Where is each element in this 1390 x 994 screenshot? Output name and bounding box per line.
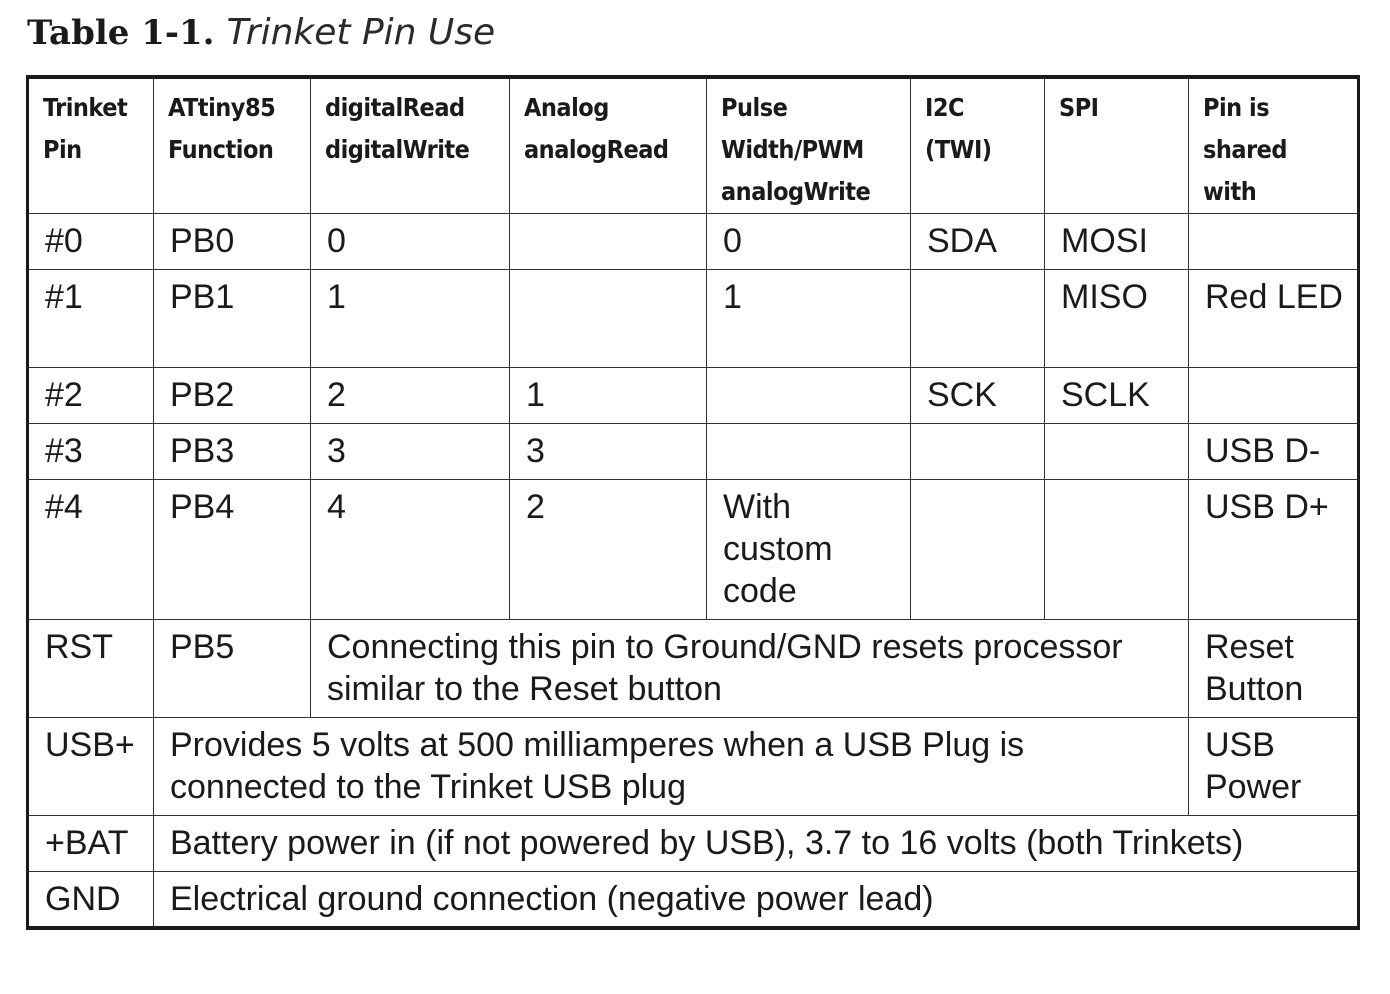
cell-pwm: With custom code — [707, 480, 911, 620]
cell-description: Battery power in (if not powered by USB), 3.7 to 16 volts (both Trinkets) — [154, 816, 1359, 872]
cell-function: PB5 — [154, 620, 311, 718]
header-i2c: I2C (TWI) — [911, 77, 1045, 214]
cell-shared: Red LED — [1189, 270, 1359, 368]
table-row-rst — [28, 620, 1359, 718]
cell-i2c: SCK — [911, 368, 1045, 424]
cell-pwm: 0 — [707, 214, 911, 270]
cell-pin: RST — [28, 620, 154, 718]
cell-function: PB3 — [154, 424, 311, 480]
cell-spi: MOSI — [1045, 214, 1189, 270]
cell-spi: SCLK — [1045, 368, 1189, 424]
header-pwm: Pulse Width/PWM analogWrite — [707, 77, 911, 214]
cell-description: Provides 5 volts at 500 milliamperes when a USB Plug is connected to the Trinket USB plug — [154, 718, 1189, 816]
cell-analog: 1 — [510, 368, 707, 424]
cell-i2c: SDA — [911, 214, 1045, 270]
caption-number: Table 1-1. — [27, 13, 215, 53]
header-trinket-pin: Trinket Pin — [28, 77, 154, 214]
header-attiny85-function: ATtiny85 Function — [154, 77, 311, 214]
cell-shared: Reset Button — [1189, 620, 1359, 718]
cell-analog — [510, 270, 707, 368]
cell-function: PB4 — [154, 480, 311, 620]
header-shared: Pin is shared with — [1189, 77, 1359, 214]
table-row — [28, 480, 1359, 620]
table-row-gnd — [28, 872, 1359, 929]
cell-analog: 2 — [510, 480, 707, 620]
cell-analog — [510, 214, 707, 270]
cell-function: PB2 — [154, 368, 311, 424]
cell-pwm: 1 — [707, 270, 911, 368]
cell-pin: #3 — [28, 424, 154, 480]
cell-digital: 1 — [311, 270, 510, 368]
header-row — [28, 77, 1359, 214]
table-row — [28, 270, 1359, 368]
cell-pin: #0 — [28, 214, 154, 270]
cell-digital: 4 — [311, 480, 510, 620]
cell-analog: 3 — [510, 424, 707, 480]
cell-pin: GND — [28, 872, 154, 929]
cell-description: Electrical ground connection (negative power lead) — [154, 872, 1359, 929]
cell-digital: 2 — [311, 368, 510, 424]
cell-pin: #4 — [28, 480, 154, 620]
cell-digital: 0 — [311, 214, 510, 270]
cell-pin: +BAT — [28, 816, 154, 872]
cell-digital: 3 — [311, 424, 510, 480]
table-row-usb — [28, 718, 1359, 816]
cell-description: Connecting this pin to Ground/GND resets processor similar to the Reset button — [311, 620, 1189, 718]
cell-pwm — [707, 424, 911, 480]
trinket-pin-table — [26, 75, 1360, 930]
cell-i2c — [911, 424, 1045, 480]
header-spi: SPI — [1045, 77, 1189, 214]
cell-i2c — [911, 270, 1045, 368]
table-row — [28, 368, 1359, 424]
cell-shared — [1189, 368, 1359, 424]
cell-pin: #2 — [28, 368, 154, 424]
table-row — [28, 424, 1359, 480]
header-digital: digitalRead digitalWrite — [311, 77, 510, 214]
cell-function: PB0 — [154, 214, 311, 270]
cell-spi — [1045, 424, 1189, 480]
cell-shared: USB D- — [1189, 424, 1359, 480]
table-caption — [27, 8, 495, 56]
cell-shared: USB D+ — [1189, 480, 1359, 620]
cell-i2c — [911, 480, 1045, 620]
cell-pin: #1 — [28, 270, 154, 368]
cell-function: PB1 — [154, 270, 311, 368]
cell-spi: MISO — [1045, 270, 1189, 368]
cell-spi — [1045, 480, 1189, 620]
cell-pin: USB+ — [28, 718, 154, 816]
cell-pwm — [707, 368, 911, 424]
header-analog: Analog analogRead — [510, 77, 707, 214]
caption-title: Trinket Pin Use — [226, 12, 496, 53]
table-row — [28, 214, 1359, 270]
cell-shared — [1189, 214, 1359, 270]
cell-shared: USB Power — [1189, 718, 1359, 816]
table-row-bat — [28, 816, 1359, 872]
